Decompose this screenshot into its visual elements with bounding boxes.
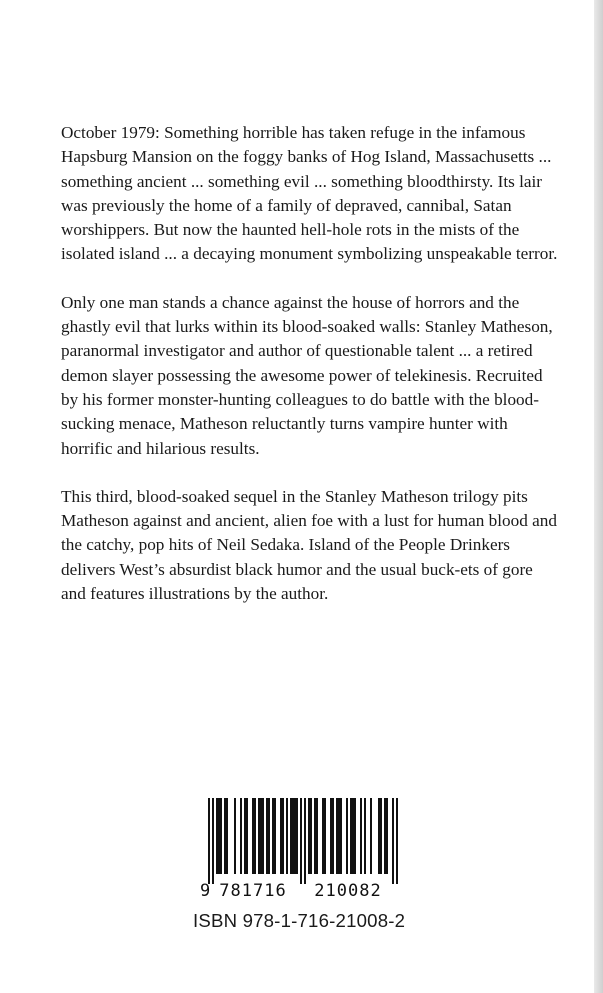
barcode-bar bbox=[308, 798, 310, 874]
barcode-bar bbox=[262, 798, 264, 874]
blurb-paragraph-2: Only one man stands a chance against the house of horrors and the ghastly evil that lurks within its blood-soaked walls: Stanley Matheson, paranormal investigator and author of questionable talent ... a retired demon slayer possessing the awesome power of telekinesis. Recruited by his former monster-hunting colleagues to do battle with the blood-sucking menace, Matheson reluctantly turns vampire hunter with horrific and hilarious results. bbox=[61, 292, 553, 458]
barcode-bar bbox=[234, 798, 236, 874]
barcode-bar bbox=[336, 798, 338, 874]
cover-edge-shadow bbox=[594, 0, 603, 993]
blurb-paragraph-1: October 1979: Something horrible has taken refuge in the infamous Hapsburg Mansion on the foggy banks of Hog Island, Massachusetts ... something ancient ... something evil ... something bloodthirsty. Its lair was previously the home of a family of depraved, cannibal, Satan worshippers. But now the haunted hell-hole rots in the mists of the isolated island ... a decaying monument symbolizing unspeakable terror. bbox=[61, 123, 558, 264]
barcode-bar bbox=[396, 798, 398, 884]
barcode-bar bbox=[346, 798, 348, 874]
barcode-bar bbox=[338, 798, 340, 874]
barcode-first-digit: 9 bbox=[200, 881, 211, 900]
barcode-bar bbox=[370, 798, 372, 874]
barcode-bar bbox=[350, 798, 352, 874]
isbn-label: ISBN 978-1-716-21008-2 bbox=[193, 910, 406, 931]
barcode-bar bbox=[226, 798, 228, 874]
barcode-bar bbox=[386, 798, 388, 874]
barcode-bar bbox=[380, 798, 382, 874]
barcode-bar bbox=[282, 798, 284, 874]
barcode-bars bbox=[208, 798, 398, 884]
barcode-bar bbox=[296, 798, 298, 874]
barcode-bar bbox=[324, 798, 326, 874]
barcode-bar bbox=[274, 798, 276, 874]
barcode-bar bbox=[280, 798, 282, 874]
barcode-left-digits: 781716 bbox=[219, 881, 287, 900]
barcode-graphic bbox=[196, 796, 406, 900]
barcode-bar bbox=[208, 798, 210, 884]
barcode-bar bbox=[384, 798, 386, 874]
barcode-bar bbox=[272, 798, 274, 874]
barcode-bar bbox=[364, 798, 366, 874]
barcode-bar bbox=[310, 798, 312, 874]
barcode-bar bbox=[392, 798, 394, 884]
barcode-bar bbox=[286, 798, 288, 874]
barcode-bar bbox=[246, 798, 248, 874]
barcode-bar bbox=[314, 798, 316, 874]
barcode-bar bbox=[220, 798, 222, 874]
barcode-bar bbox=[260, 798, 262, 874]
barcode-bar bbox=[290, 798, 292, 874]
barcode-bar bbox=[268, 798, 270, 874]
barcode-bar bbox=[294, 798, 296, 874]
barcode-right-digits: 210082 bbox=[314, 881, 382, 900]
barcode-bar bbox=[322, 798, 324, 874]
barcode-bar bbox=[332, 798, 334, 874]
barcode-bar bbox=[330, 798, 332, 874]
barcode-bar bbox=[300, 798, 302, 884]
barcode-bar bbox=[266, 798, 268, 874]
barcode-bar bbox=[340, 798, 342, 874]
barcode-bar bbox=[240, 798, 242, 874]
barcode-bar bbox=[316, 798, 318, 874]
barcode-bar bbox=[254, 798, 256, 874]
barcode-bar bbox=[212, 798, 214, 884]
barcode-bar bbox=[378, 798, 380, 874]
barcode-bar bbox=[354, 798, 356, 874]
barcode-bar bbox=[352, 798, 354, 874]
barcode-bar bbox=[360, 798, 362, 874]
barcode-bar bbox=[304, 798, 306, 884]
blurb-paragraph-3: This third, blood-soaked sequel in the Stanley Matheson trilogy pits Matheson against and ancient, alien foe with a lust for human blood and the catchy, pop hits of Neil Sedaka. Island of the People Drinkers delivers West’s absurdist black humor and the usual buck-ets of gore and features illustrations by the author. bbox=[61, 486, 557, 604]
barcode-bar bbox=[216, 798, 218, 874]
barcode-bar bbox=[244, 798, 246, 874]
isbn-barcode bbox=[196, 796, 406, 900]
barcode-bar bbox=[224, 798, 226, 874]
barcode-bar bbox=[252, 798, 254, 874]
barcode-bar bbox=[258, 798, 260, 874]
barcode-bar bbox=[218, 798, 220, 874]
barcode-bar bbox=[292, 798, 294, 874]
back-cover-blurb bbox=[61, 121, 561, 630]
